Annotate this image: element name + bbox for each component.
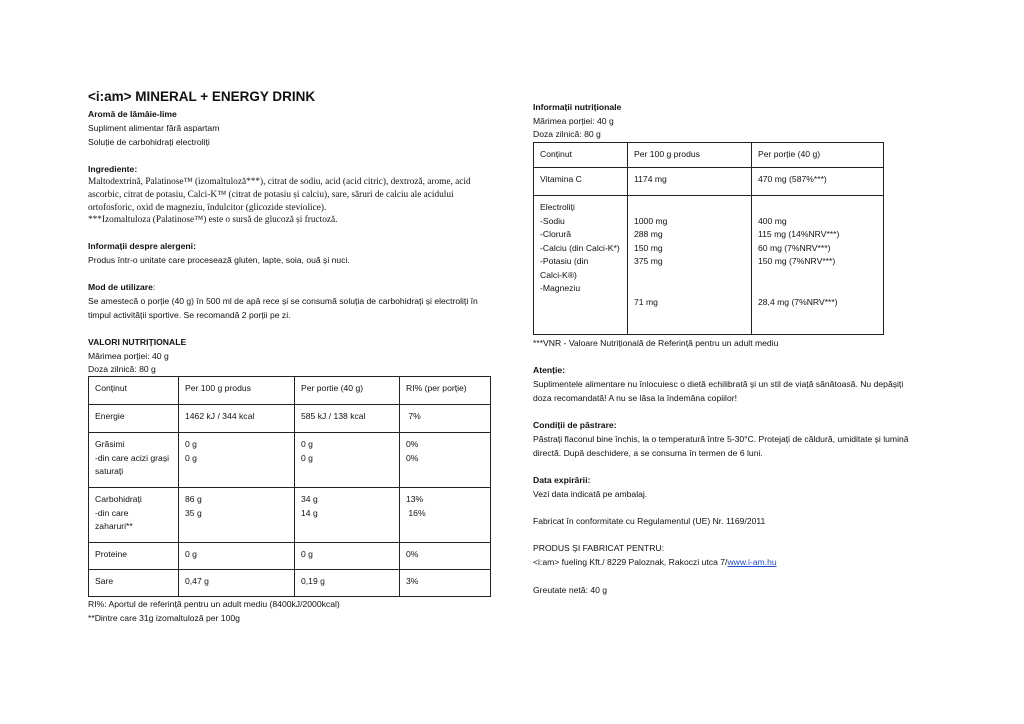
table-cell: RI% (per porție): [400, 377, 491, 405]
product-title: <i:am> MINERAL + ENERGY DRINK: [88, 89, 316, 104]
table-cell: 86 g 35 g: [179, 488, 295, 543]
table-cell: 470 mg (587%***): [752, 168, 884, 196]
table-cell: 13% 16%: [400, 488, 491, 543]
company-address: [533, 557, 777, 568]
table-cell: Grăsimi -din care acizi grași saturați: [89, 433, 179, 488]
net-weight: Greutate netă: 40 g: [533, 585, 608, 595]
values-heading: VALORI NUTRIȚIONALE: [88, 337, 187, 347]
table-cell: Vitamina C: [534, 168, 628, 196]
table-cell: Conținut: [534, 143, 628, 168]
table-cell: 7%: [400, 405, 491, 433]
table-cell: 3%: [400, 570, 491, 597]
micronutrient-table: [533, 142, 884, 335]
table-cell: Per 100 g produs: [628, 143, 752, 168]
table-cell: Proteine: [89, 543, 179, 570]
table-row: [89, 570, 491, 597]
warning-heading: Atenție:: [533, 365, 565, 375]
table-cell: Conținut: [89, 377, 179, 405]
warning-line: Suplimentele alimentare nu înlocuiesc o dietă echilibrată și un stil de viață sănătoasă. Nu depășiți: [533, 379, 904, 389]
ingredients-line: ortofosforic, oxid de magneziu, îndulcitor (glicozide steviolice).: [88, 203, 327, 213]
flavor-label: Aromă de lămâie-lime: [88, 109, 177, 119]
storage-heading: Condiții de păstrare:: [533, 420, 617, 430]
ri-footnote: RI%: Aportul de referință pentru un adult mediu (8400kJ/2000kcal): [88, 599, 340, 609]
subtitle-solution: Soluție de carbohidrați electroliți: [88, 137, 210, 147]
usage-heading: [88, 282, 155, 293]
table-row: [534, 143, 884, 168]
storage-line: directă. După deschidere, a se consuma în termen de 6 luni.: [533, 448, 763, 458]
table-cell: Per porție (40 g): [752, 143, 884, 168]
nutrition-table: [88, 376, 491, 597]
table-cell: 0 g 0 g: [295, 433, 400, 488]
table-row: [89, 377, 491, 405]
table-cell: 0,19 g: [295, 570, 400, 597]
table-row: [534, 196, 884, 335]
table-cell: 0 g: [179, 543, 295, 570]
table-row: [534, 168, 884, 196]
table-row: [89, 488, 491, 543]
table-cell: 1000 mg 288 mg 150 mg 375 mg 71 mg: [628, 196, 752, 335]
info-heading: Informații nutriționale: [533, 102, 622, 112]
ingredients-line: ascorbic, citrat de potasiu, Calci-K™ (citrat de potasiu și calciu), sare, săruri de calciu ale acidului: [88, 190, 454, 200]
table-cell: 400 mg 115 mg (14%NRV***) 60 mg (7%NRV***) 150 mg (7%NRV***) 28,4 mg (7%NRV***): [752, 196, 884, 335]
table-cell: 0% 0%: [400, 433, 491, 488]
regulation-text: Fabricat în conformitate cu Regulamentul (UE) Nr. 1169/2011: [533, 516, 766, 526]
expiry-heading: Data expirării:: [533, 475, 591, 485]
table-cell: 1462 kJ / 344 kcal: [179, 405, 295, 433]
table-cell: Energie: [89, 405, 179, 433]
table-cell: 1174 mg: [628, 168, 752, 196]
usage-heading-colon: :: [152, 282, 156, 292]
vnr-note: ***VNR - Valoare Nutrițională de Referință pentru un adult mediu: [533, 338, 779, 348]
table-cell: Per 100 g produs: [179, 377, 295, 405]
serving-size: Mărimea porției: 40 g: [533, 116, 614, 126]
table-cell: Electroliți -Sodiu -Clorură -Calciu (din Calci-K*) -Potasiu (din Calci-K®) -Magneziu: [534, 196, 628, 335]
table-row: [89, 405, 491, 433]
ingredients-note: ***Izomaltuloza (Palatinose™) este o sursă de glucoză și fructoză.: [88, 215, 338, 225]
table-cell: Sare: [89, 570, 179, 597]
table-row: [89, 543, 491, 570]
table-cell: 585 kJ / 138 kcal: [295, 405, 400, 433]
table-cell: Carbohidrați -din care zaharuri**: [89, 488, 179, 543]
serving-size: Mărimea porției: 40 g: [88, 351, 169, 361]
daily-dose: Doza zilnică: 80 g: [88, 364, 156, 374]
produced-for-heading: PRODUS ȘI FABRICAT PENTRU:: [533, 543, 664, 553]
table-cell: 0 g: [295, 543, 400, 570]
ingredients-heading: Ingrediente:: [88, 164, 138, 174]
table-cell: Per portie (40 g): [295, 377, 400, 405]
allergen-text: Produs într-o unitate care procesează gluten, lapte, soia, ouă și nuci.: [88, 255, 350, 265]
sugar-footnote: **Dintre care 31g izomaltuloză per 100g: [88, 613, 240, 623]
storage-line: Păstrați flaconul bine închis, la o temperatură între 5-30°C. Protejați de căldură, umiditate și lumină: [533, 434, 909, 444]
company-website-link[interactable]: www.i-am.hu: [727, 557, 777, 567]
table-cell: 0%: [400, 543, 491, 570]
usage-heading-label: Mod de utilizare: [88, 282, 153, 292]
warning-line: doza recomandată! A nu se lăsa la îndemâna copiilor!: [533, 393, 737, 403]
table-row: [89, 433, 491, 488]
table-cell: 34 g 14 g: [295, 488, 400, 543]
company-address-text: <i:am> fueling Kft./ 8229 Paloznak, Rakoczi utca 7/: [533, 557, 728, 567]
table-cell: 0 g 0 g: [179, 433, 295, 488]
ingredients-line: Maltodextrină, Palatinose™ (izomaltuloză***), citrat de sodiu, acid (acid citric), dextroză, arome, acid: [88, 177, 471, 187]
allergen-heading: Informații despre alergeni:: [88, 241, 196, 251]
usage-line: Se amestecă o porție (40 g) în 500 ml de apă rece și se consumă soluția de carbohidrați și electroliți în: [88, 296, 478, 306]
daily-dose: Doza zilnică: 80 g: [533, 129, 601, 139]
table-cell: 0,47 g: [179, 570, 295, 597]
expiry-text: Vezi data indicată pe ambalaj.: [533, 489, 648, 499]
usage-line: timpul activității sportive. Se recomandă 2 porții pe zi.: [88, 310, 291, 320]
subtitle-supplement: Supliment alimentar fără aspartam: [88, 123, 220, 133]
